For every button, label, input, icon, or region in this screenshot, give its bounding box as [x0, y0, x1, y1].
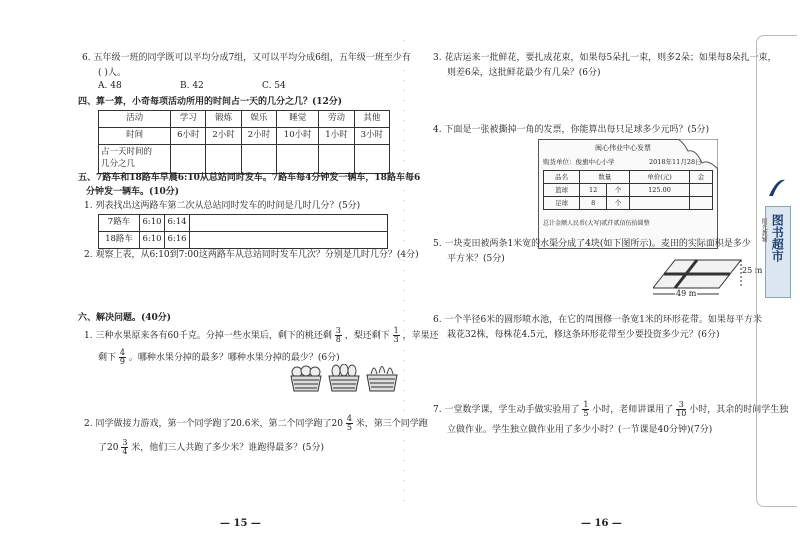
table-cell: 学习	[171, 111, 206, 128]
q7-line2: 立做作业。学生独立做作业用了多少小时？(一节课是40分钟)(7分)	[447, 425, 713, 435]
q7-text-a: 7. 一堂数学课，学生动手做实验用了	[433, 405, 580, 415]
invoice-date: 2018年11月28日	[649, 158, 702, 166]
answer-cell[interactable]	[190, 232, 388, 249]
field-height-label: 25 m	[742, 266, 763, 275]
q6-line1: 6. 一个半径6米的圆形喷水池，在它的周围修一条宽1米的环形花带。如果每平方米	[433, 315, 762, 325]
s6-q2-text-d: 米，他们三人共跑了多少米？谁跑得最多？(5分)	[131, 443, 325, 453]
numerator: 1	[583, 400, 589, 409]
table-cell: 6:10	[140, 232, 165, 249]
s6-q1-text-a: 1. 三种水果原来各有60千克。分掉一些水果后，剩下的桃还剩	[84, 331, 332, 341]
table-cell: 6小时	[171, 128, 206, 145]
table-row	[544, 184, 713, 197]
q3-line2: 则差6朵，这批鲜花最少有几朵？(6分)	[447, 68, 601, 78]
s6-q1-line1	[84, 326, 439, 346]
q5-line1: 5. 一块麦田被两条1米宽的水渠分成了4块(如下图所示)。麦田的实际面积是多少	[433, 239, 751, 249]
numerator: 4	[346, 414, 352, 423]
table-cell: 劳动	[319, 111, 354, 128]
answer-cell[interactable]	[206, 145, 241, 174]
q4-text: 4. 下面是一张被撕掉一角的发票，你能算出每只足球多少元吗？(5分)	[433, 125, 710, 135]
table-cell: 6:10	[140, 215, 165, 232]
s5-q2: 2. 观察上表，从6:10到7:00这两路车从总站同时发车几次？分别是几时几分？(4分)	[84, 250, 419, 260]
invoice	[538, 139, 718, 249]
fraction-third-runner	[121, 439, 128, 456]
q6-blank: ( )人。	[98, 68, 126, 78]
wheat-field-diagram	[653, 256, 753, 300]
bus-table	[98, 214, 388, 249]
numerator: 3	[122, 438, 128, 447]
denominator: 10	[676, 409, 687, 418]
table-cell: 数量	[580, 171, 630, 184]
table-cell: 娱乐	[241, 111, 276, 128]
denominator: 8	[335, 335, 341, 344]
q6-line2: 栽花32株，每株花4.5元，修这条环形花带至少要投资多少元？(6分)	[447, 330, 720, 340]
table-cell	[99, 145, 171, 174]
numerator: 1	[393, 326, 399, 335]
denominator: 3	[393, 335, 399, 344]
q5-line2: 平方米？(5分)	[447, 254, 505, 264]
table-cell: 18路车	[99, 232, 140, 249]
fraction-experiment	[582, 401, 589, 418]
s6-q2-line1	[84, 414, 428, 434]
page-number: — 15 —	[220, 517, 261, 529]
q6-option-c: C. 54	[262, 81, 286, 91]
table-cell: 125.00	[630, 184, 690, 197]
activity-table	[98, 110, 390, 174]
table-cell: 12	[580, 184, 607, 197]
table-cell: 篮球	[544, 184, 580, 197]
answer-cell[interactable]	[241, 145, 276, 174]
apple-basket-icon	[365, 360, 399, 392]
s6-q1-text-b: ，梨还剩下	[344, 331, 390, 341]
invoice-total: 总计金额人民币(大写)贰仟贰佰伍拾圆整	[543, 220, 650, 227]
answer-cell[interactable]	[319, 145, 354, 174]
table-cell	[630, 197, 690, 210]
q7-text-c: 小时，其余的时间学生独	[689, 405, 789, 415]
q3-line1: 3. 花店运来一批鲜花，要扎成花束，如果每5朵扎一束，则多2朵；如果每8朵扎一束，	[433, 53, 777, 63]
s6-q2-text-b: 米，第三个同学跑	[355, 419, 428, 429]
table-cell: 活动	[99, 111, 171, 128]
q6-option-b: B. 42	[180, 81, 204, 91]
fraction-apple	[119, 349, 126, 366]
s5-q1: 1. 列表找出这两路车第二次从总站同时发车的时间是几时几分？(5分)	[84, 201, 361, 211]
table-cell: 锻炼	[206, 111, 241, 128]
s6-q1-text-d: 剩下	[98, 353, 117, 363]
section5-title-line1: 五、7路车和18路车早晨6:10从总站同时发车。7路车每4分钟发一辆车，18路车每6	[78, 173, 421, 183]
s6-q2-text-a: 2. 同学做接力游戏，第一个同学跑了20.6米，第二个同学跑了20	[84, 419, 343, 429]
table-cell: 1小时	[319, 128, 354, 145]
fraction-lecture	[676, 401, 686, 418]
publisher-logo-icon	[767, 176, 787, 200]
table-cell: 品名	[544, 171, 580, 184]
fraction-label-line2: 几分之几	[101, 159, 136, 169]
fraction-label-line1: 占一天时间的	[101, 147, 153, 158]
denominator: 5	[346, 423, 352, 432]
table-cell: 足球	[544, 197, 580, 210]
field-width-label: 49 m	[676, 289, 697, 298]
table-cell: 时间	[99, 128, 171, 145]
torn-corner-icon	[678, 139, 718, 169]
table-cell: 3小时	[354, 128, 389, 145]
fraction-pear	[393, 327, 400, 344]
section4-title: 四、算一算，小奇每项活动所用的时间占一天的几分之几？(12分)	[78, 97, 343, 107]
table-cell: 6:14	[165, 215, 190, 232]
table-cell	[689, 184, 712, 197]
table-cell: 6:16	[165, 232, 190, 249]
invoice-table	[543, 170, 713, 210]
table-row	[99, 145, 390, 174]
table-cell: 7路车	[99, 215, 140, 232]
table-row	[99, 128, 390, 145]
invoice-buyer: 购货单位：俊旗中心小学	[543, 158, 615, 166]
table-row	[544, 171, 713, 184]
pear-basket-icon	[327, 364, 361, 392]
answer-cell[interactable]	[277, 145, 319, 174]
table-cell: 10小时	[277, 128, 319, 145]
table-cell: 2小时	[241, 128, 276, 145]
page-number: — 16 —	[581, 517, 622, 529]
q6-option-a: A. 48	[98, 81, 122, 91]
answer-cell[interactable]	[354, 145, 389, 174]
spine-brand: 图书超市	[770, 214, 785, 262]
answer-cell[interactable]	[171, 145, 206, 174]
table-cell: 个	[607, 197, 630, 210]
spine-sub: 阳光教辅	[760, 218, 768, 242]
book-spine	[756, 35, 797, 507]
q7-line1	[433, 400, 788, 420]
table-cell: 2小时	[206, 128, 241, 145]
s6-q1-text-e: 。哪种水果分掉的最多？哪种水果分掉的最少？(6分)	[128, 353, 340, 363]
section5-title-line2: 分钟发一辆车。(10分)	[86, 187, 180, 197]
table-row	[544, 197, 713, 210]
table-row	[99, 232, 388, 249]
s6-q2-text-c: 了20	[98, 443, 119, 453]
denominator: 9	[119, 357, 125, 366]
table-row	[99, 111, 390, 128]
table-cell	[689, 197, 712, 210]
answer-cell[interactable]	[190, 215, 388, 232]
s6-q1-text-c: ，苹果还	[402, 331, 439, 341]
fraction-peach	[335, 327, 342, 344]
table-row	[99, 215, 388, 232]
table-cell: 8	[580, 197, 607, 210]
denominator: 4	[122, 447, 128, 456]
numerator: 3	[335, 326, 341, 335]
section6-title: 六、解决问题。(40分)	[78, 313, 172, 323]
denominator: 5	[583, 409, 589, 418]
numerator: 3	[676, 401, 686, 410]
table-cell: 个	[607, 184, 630, 197]
fraction-second-runner	[346, 415, 353, 432]
s6-q2-line2	[98, 438, 324, 458]
table-cell: 金	[689, 171, 712, 184]
numerator: 4	[119, 348, 125, 357]
invoice-title: 闽心伟业中心发票	[595, 144, 651, 152]
q7-text-b: 小时，老师讲课用了	[592, 405, 674, 415]
q6-text: 6. 五年级一班的同学既可以平均分成7组，又可以平均分成6组，五年级一班至少有	[82, 53, 411, 63]
table-cell: 单价(元)	[630, 171, 690, 184]
peach-basket-icon	[289, 364, 323, 392]
table-cell: 睡觉	[277, 111, 319, 128]
table-cell: 其他	[354, 111, 389, 128]
